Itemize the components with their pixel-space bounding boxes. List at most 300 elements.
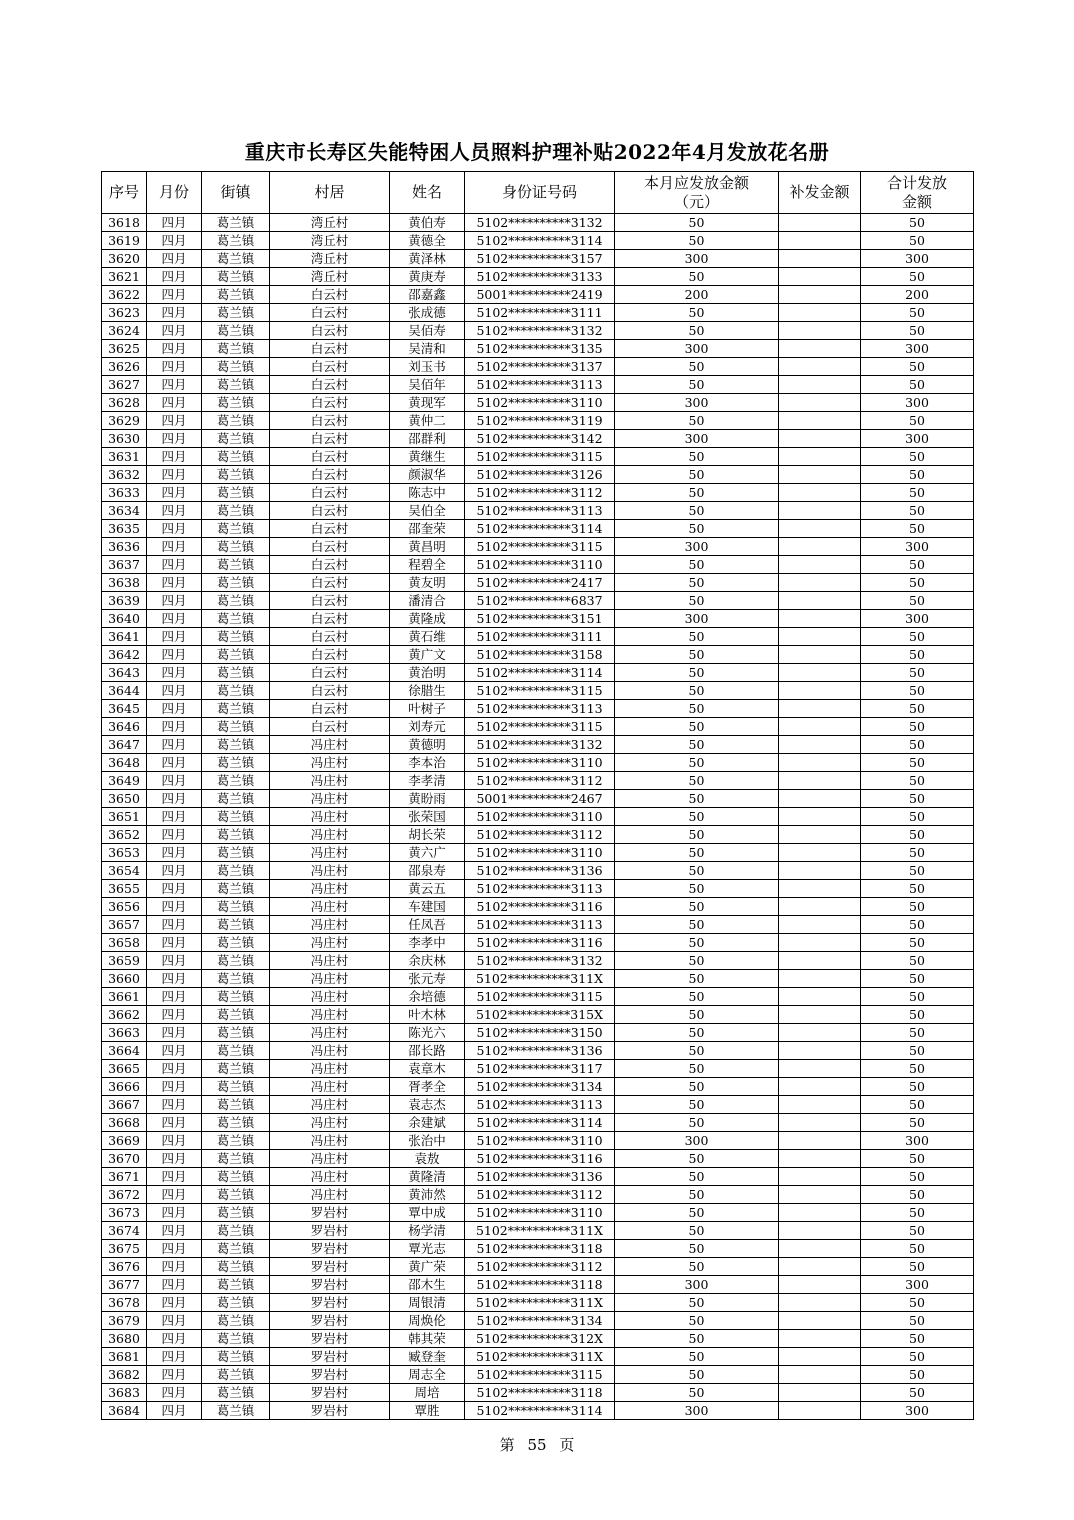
cell-id-number: 5102**********3114 (465, 664, 615, 682)
cell-total-amount: 50 (861, 880, 974, 898)
cell-monthly-amount: 50 (615, 1096, 779, 1114)
cell-id-number: 5102**********3110 (465, 844, 615, 862)
table-row (102, 1294, 974, 1312)
cell-total-amount: 50 (861, 466, 974, 484)
cell-serial: 3680 (102, 1330, 147, 1348)
cell-monthly-amount: 50 (615, 304, 779, 322)
cell-serial: 3636 (102, 538, 147, 556)
cell-total-amount: 50 (861, 376, 974, 394)
cell-month: 四月 (147, 574, 202, 592)
page-footer (0, 1434, 1074, 1455)
cell-monthly-amount: 50 (615, 358, 779, 376)
cell-serial: 3619 (102, 232, 147, 250)
cell-month: 四月 (147, 934, 202, 952)
cell-town: 葛兰镇 (202, 682, 270, 700)
cell-name: 余培德 (390, 988, 465, 1006)
cell-total-amount: 50 (861, 646, 974, 664)
cell-supplement-amount (779, 844, 861, 862)
cell-name: 张元寿 (390, 970, 465, 988)
cell-month: 四月 (147, 592, 202, 610)
cell-town: 葛兰镇 (202, 340, 270, 358)
cell-id-number: 5102**********3110 (465, 754, 615, 772)
cell-id-number: 5102**********3112 (465, 1258, 615, 1276)
cell-total-amount: 50 (861, 1042, 974, 1060)
cell-supplement-amount (779, 646, 861, 664)
cell-town: 葛兰镇 (202, 1276, 270, 1294)
cell-id-number: 5102**********3110 (465, 808, 615, 826)
cell-town: 葛兰镇 (202, 1186, 270, 1204)
cell-serial: 3673 (102, 1204, 147, 1222)
cell-village: 白云村 (270, 358, 390, 376)
cell-name: 黄广文 (390, 646, 465, 664)
cell-total-amount: 50 (861, 268, 974, 286)
cell-id-number: 5102**********3113 (465, 1096, 615, 1114)
cell-total-amount: 50 (861, 970, 974, 988)
cell-town: 葛兰镇 (202, 826, 270, 844)
cell-id-number: 5102**********3135 (465, 340, 615, 358)
cell-serial: 3661 (102, 988, 147, 1006)
cell-supplement-amount (779, 268, 861, 286)
cell-serial: 3650 (102, 790, 147, 808)
table-row (102, 376, 974, 394)
cell-id-number: 5102**********3113 (465, 502, 615, 520)
table-row (102, 682, 974, 700)
cell-total-amount: 50 (861, 1114, 974, 1132)
cell-name: 吴佰年 (390, 376, 465, 394)
cell-month: 四月 (147, 232, 202, 250)
table-row (102, 574, 974, 592)
cell-month: 四月 (147, 1240, 202, 1258)
cell-monthly-amount: 50 (615, 448, 779, 466)
cell-village: 冯庄村 (270, 898, 390, 916)
cell-name: 胥孝全 (390, 1078, 465, 1096)
cell-town: 葛兰镇 (202, 808, 270, 826)
cell-village: 白云村 (270, 340, 390, 358)
cell-village: 罗岩村 (270, 1330, 390, 1348)
table-row (102, 646, 974, 664)
cell-town: 葛兰镇 (202, 538, 270, 556)
cell-total-amount: 50 (861, 358, 974, 376)
cell-town: 葛兰镇 (202, 988, 270, 1006)
table-row (102, 448, 974, 466)
cell-village: 罗岩村 (270, 1384, 390, 1402)
cell-id-number: 5102**********3158 (465, 646, 615, 664)
table-row (102, 250, 974, 268)
cell-monthly-amount: 50 (615, 952, 779, 970)
table-row (102, 1240, 974, 1258)
table-row (102, 394, 974, 412)
cell-supplement-amount (779, 952, 861, 970)
cell-name: 黄仲二 (390, 412, 465, 430)
cell-serial: 3618 (102, 214, 147, 232)
cell-village: 白云村 (270, 574, 390, 592)
cell-serial: 3633 (102, 484, 147, 502)
cell-id-number: 5102**********3136 (465, 1042, 615, 1060)
cell-monthly-amount: 50 (615, 1006, 779, 1024)
cell-serial: 3655 (102, 880, 147, 898)
table-row (102, 1042, 974, 1060)
cell-town: 葛兰镇 (202, 1384, 270, 1402)
cell-serial: 3637 (102, 556, 147, 574)
cell-serial: 3625 (102, 340, 147, 358)
table-row (102, 1276, 974, 1294)
cell-village: 湾丘村 (270, 214, 390, 232)
cell-supplement-amount (779, 466, 861, 484)
cell-supplement-amount (779, 538, 861, 556)
cell-month: 四月 (147, 1042, 202, 1060)
cell-total-amount: 300 (861, 394, 974, 412)
cell-total-amount: 50 (861, 574, 974, 592)
table-row (102, 1078, 974, 1096)
cell-total-amount: 300 (861, 1132, 974, 1150)
cell-id-number: 5102**********3113 (465, 376, 615, 394)
cell-town: 葛兰镇 (202, 448, 270, 466)
cell-monthly-amount: 50 (615, 1024, 779, 1042)
cell-serial: 3670 (102, 1150, 147, 1168)
cell-id-number: 5102**********2417 (465, 574, 615, 592)
cell-name: 黄庚寿 (390, 268, 465, 286)
cell-village: 白云村 (270, 412, 390, 430)
cell-village: 罗岩村 (270, 1312, 390, 1330)
cell-supplement-amount (779, 1132, 861, 1150)
cell-id-number: 5102**********3110 (465, 556, 615, 574)
cell-village: 冯庄村 (270, 1060, 390, 1078)
table-row (102, 970, 974, 988)
cell-name: 车建国 (390, 898, 465, 916)
cell-total-amount: 300 (861, 1402, 974, 1420)
cell-name: 周焕伦 (390, 1312, 465, 1330)
cell-id-number: 5102**********3110 (465, 1132, 615, 1150)
cell-village: 冯庄村 (270, 988, 390, 1006)
cell-month: 四月 (147, 250, 202, 268)
cell-name: 李本治 (390, 754, 465, 772)
cell-monthly-amount: 50 (615, 844, 779, 862)
cell-serial: 3627 (102, 376, 147, 394)
cell-total-amount: 50 (861, 1006, 974, 1024)
cell-total-amount: 50 (861, 1168, 974, 1186)
cell-town: 葛兰镇 (202, 880, 270, 898)
cell-monthly-amount: 50 (615, 1150, 779, 1168)
cell-total-amount: 50 (861, 1204, 974, 1222)
cell-month: 四月 (147, 1204, 202, 1222)
cell-id-number: 5102**********3114 (465, 520, 615, 538)
cell-monthly-amount: 300 (615, 250, 779, 268)
cell-total-amount: 50 (861, 484, 974, 502)
cell-serial: 3635 (102, 520, 147, 538)
cell-supplement-amount (779, 1060, 861, 1078)
cell-monthly-amount: 50 (615, 556, 779, 574)
table-row (102, 1258, 974, 1276)
cell-name: 袁章木 (390, 1060, 465, 1078)
cell-month: 四月 (147, 214, 202, 232)
table-row (102, 898, 974, 916)
table-row (102, 484, 974, 502)
cell-town: 葛兰镇 (202, 1060, 270, 1078)
cell-supplement-amount (779, 340, 861, 358)
table-row (102, 1168, 974, 1186)
cell-monthly-amount: 300 (615, 1402, 779, 1420)
cell-id-number: 5102**********312X (465, 1330, 615, 1348)
cell-village: 罗岩村 (270, 1258, 390, 1276)
cell-village: 白云村 (270, 682, 390, 700)
cell-serial: 3663 (102, 1024, 147, 1042)
cell-id-number: 5102**********3113 (465, 880, 615, 898)
cell-town: 葛兰镇 (202, 1258, 270, 1276)
cell-town: 葛兰镇 (202, 1348, 270, 1366)
cell-supplement-amount (779, 790, 861, 808)
cell-supplement-amount (779, 1366, 861, 1384)
cell-town: 葛兰镇 (202, 502, 270, 520)
cell-month: 四月 (147, 1402, 202, 1420)
cell-monthly-amount: 50 (615, 1114, 779, 1132)
cell-total-amount: 50 (861, 304, 974, 322)
cell-name: 刘玉书 (390, 358, 465, 376)
table-row (102, 1330, 974, 1348)
cell-serial: 3658 (102, 934, 147, 952)
cell-monthly-amount: 300 (615, 394, 779, 412)
cell-id-number: 5102**********3119 (465, 412, 615, 430)
cell-supplement-amount (779, 1312, 861, 1330)
cell-serial: 3641 (102, 628, 147, 646)
cell-village: 罗岩村 (270, 1204, 390, 1222)
table-row (102, 1024, 974, 1042)
table-row (102, 1312, 974, 1330)
cell-supplement-amount (779, 736, 861, 754)
table-row (102, 340, 974, 358)
cell-monthly-amount: 50 (615, 646, 779, 664)
cell-month: 四月 (147, 358, 202, 376)
cell-town: 葛兰镇 (202, 1132, 270, 1150)
cell-month: 四月 (147, 628, 202, 646)
cell-village: 白云村 (270, 502, 390, 520)
header-serial: 序号 (102, 172, 147, 214)
cell-id-number: 5102**********3117 (465, 1060, 615, 1078)
table-row (102, 502, 974, 520)
cell-monthly-amount: 50 (615, 466, 779, 484)
cell-supplement-amount (779, 628, 861, 646)
cell-supplement-amount (779, 520, 861, 538)
cell-monthly-amount: 50 (615, 1330, 779, 1348)
cell-village: 冯庄村 (270, 772, 390, 790)
cell-name: 邵泉寿 (390, 862, 465, 880)
cell-serial: 3667 (102, 1096, 147, 1114)
cell-town: 葛兰镇 (202, 232, 270, 250)
cell-serial: 3638 (102, 574, 147, 592)
table-row (102, 790, 974, 808)
table-row (102, 844, 974, 862)
cell-village: 冯庄村 (270, 1096, 390, 1114)
cell-name: 覃胜 (390, 1402, 465, 1420)
cell-monthly-amount: 50 (615, 376, 779, 394)
cell-month: 四月 (147, 1006, 202, 1024)
cell-total-amount: 300 (861, 340, 974, 358)
cell-id-number: 5102**********3132 (465, 736, 615, 754)
cell-monthly-amount: 50 (615, 898, 779, 916)
cell-name: 邵木生 (390, 1276, 465, 1294)
cell-village: 冯庄村 (270, 880, 390, 898)
cell-serial: 3640 (102, 610, 147, 628)
table-row (102, 1186, 974, 1204)
roster-table (101, 171, 974, 1420)
cell-month: 四月 (147, 844, 202, 862)
table-row (102, 988, 974, 1006)
cell-village: 罗岩村 (270, 1222, 390, 1240)
cell-town: 葛兰镇 (202, 736, 270, 754)
cell-month: 四月 (147, 718, 202, 736)
cell-month: 四月 (147, 1078, 202, 1096)
cell-id-number: 5102**********3111 (465, 304, 615, 322)
cell-month: 四月 (147, 952, 202, 970)
cell-village: 白云村 (270, 700, 390, 718)
cell-month: 四月 (147, 1168, 202, 1186)
table-row (102, 1096, 974, 1114)
cell-id-number: 5102**********3115 (465, 682, 615, 700)
cell-serial: 3649 (102, 772, 147, 790)
cell-name: 黄隆成 (390, 610, 465, 628)
cell-total-amount: 50 (861, 322, 974, 340)
cell-town: 葛兰镇 (202, 610, 270, 628)
cell-town: 葛兰镇 (202, 286, 270, 304)
cell-id-number: 5102**********3114 (465, 1402, 615, 1420)
cell-total-amount: 50 (861, 1078, 974, 1096)
cell-month: 四月 (147, 268, 202, 286)
cell-month: 四月 (147, 1186, 202, 1204)
table-row (102, 538, 974, 556)
cell-town: 葛兰镇 (202, 1150, 270, 1168)
cell-month: 四月 (147, 538, 202, 556)
cell-monthly-amount: 50 (615, 214, 779, 232)
cell-monthly-amount: 50 (615, 574, 779, 592)
cell-total-amount: 50 (861, 790, 974, 808)
cell-monthly-amount: 50 (615, 1186, 779, 1204)
cell-supplement-amount (779, 376, 861, 394)
cell-supplement-amount (779, 502, 861, 520)
cell-name: 覃中成 (390, 1204, 465, 1222)
cell-name: 黄治明 (390, 664, 465, 682)
cell-village: 白云村 (270, 448, 390, 466)
cell-id-number: 5102**********3116 (465, 934, 615, 952)
cell-supplement-amount (779, 1078, 861, 1096)
cell-monthly-amount: 50 (615, 1042, 779, 1060)
cell-monthly-amount: 50 (615, 1258, 779, 1276)
cell-name: 邵嘉鑫 (390, 286, 465, 304)
cell-monthly-amount: 50 (615, 664, 779, 682)
cell-name: 余庆林 (390, 952, 465, 970)
table-row (102, 466, 974, 484)
cell-monthly-amount: 300 (615, 340, 779, 358)
cell-monthly-amount: 50 (615, 412, 779, 430)
cell-monthly-amount: 50 (615, 808, 779, 826)
cell-town: 葛兰镇 (202, 664, 270, 682)
cell-total-amount: 50 (861, 952, 974, 970)
table-row (102, 1366, 974, 1384)
cell-month: 四月 (147, 556, 202, 574)
cell-total-amount: 50 (861, 1186, 974, 1204)
cell-serial: 3647 (102, 736, 147, 754)
cell-supplement-amount (779, 826, 861, 844)
cell-total-amount: 50 (861, 934, 974, 952)
cell-serial: 3672 (102, 1186, 147, 1204)
cell-village: 冯庄村 (270, 1024, 390, 1042)
cell-name: 吴伯全 (390, 502, 465, 520)
cell-name: 覃光志 (390, 1240, 465, 1258)
cell-total-amount: 50 (861, 502, 974, 520)
table-row (102, 1348, 974, 1366)
cell-town: 葛兰镇 (202, 628, 270, 646)
cell-name: 袁志杰 (390, 1096, 465, 1114)
cell-name: 袁敖 (390, 1150, 465, 1168)
header-town: 街镇 (202, 172, 270, 214)
header-id-number: 身份证号码 (465, 172, 615, 214)
cell-id-number: 5102**********3110 (465, 1204, 615, 1222)
cell-supplement-amount (779, 1006, 861, 1024)
table-row (102, 1150, 974, 1168)
cell-supplement-amount (779, 1330, 861, 1348)
cell-village: 白云村 (270, 664, 390, 682)
cell-name: 徐腊生 (390, 682, 465, 700)
table-row (102, 700, 974, 718)
cell-total-amount: 50 (861, 772, 974, 790)
cell-name: 黄广荣 (390, 1258, 465, 1276)
cell-total-amount: 50 (861, 916, 974, 934)
cell-serial: 3646 (102, 718, 147, 736)
cell-id-number: 5102**********3115 (465, 988, 615, 1006)
cell-id-number: 5102**********3115 (465, 538, 615, 556)
cell-month: 四月 (147, 862, 202, 880)
cell-total-amount: 200 (861, 286, 974, 304)
cell-name: 黄德明 (390, 736, 465, 754)
cell-id-number: 5102**********3115 (465, 1366, 615, 1384)
cell-town: 葛兰镇 (202, 466, 270, 484)
cell-total-amount: 50 (861, 592, 974, 610)
table-row (102, 1114, 974, 1132)
cell-village: 罗岩村 (270, 1240, 390, 1258)
cell-total-amount: 300 (861, 250, 974, 268)
cell-serial: 3652 (102, 826, 147, 844)
cell-serial: 3683 (102, 1384, 147, 1402)
cell-id-number: 5102**********3132 (465, 214, 615, 232)
cell-name: 黄友明 (390, 574, 465, 592)
table-row (102, 592, 974, 610)
cell-town: 葛兰镇 (202, 1222, 270, 1240)
cell-id-number: 5102**********3137 (465, 358, 615, 376)
cell-id-number: 5102**********3118 (465, 1276, 615, 1294)
cell-id-number: 5102**********6837 (465, 592, 615, 610)
cell-village: 罗岩村 (270, 1366, 390, 1384)
cell-id-number: 5102**********3114 (465, 1114, 615, 1132)
cell-serial: 3668 (102, 1114, 147, 1132)
cell-monthly-amount: 50 (615, 1312, 779, 1330)
table-row (102, 232, 974, 250)
cell-village: 冯庄村 (270, 916, 390, 934)
cell-town: 葛兰镇 (202, 952, 270, 970)
cell-serial: 3645 (102, 700, 147, 718)
cell-village: 湾丘村 (270, 232, 390, 250)
table-row (102, 1132, 974, 1150)
cell-supplement-amount (779, 988, 861, 1006)
cell-id-number: 5102**********3132 (465, 322, 615, 340)
cell-monthly-amount: 300 (615, 1276, 779, 1294)
cell-village: 冯庄村 (270, 1006, 390, 1024)
cell-monthly-amount: 50 (615, 736, 779, 754)
cell-monthly-amount: 50 (615, 682, 779, 700)
cell-town: 葛兰镇 (202, 1240, 270, 1258)
cell-month: 四月 (147, 1348, 202, 1366)
table-row (102, 358, 974, 376)
cell-month: 四月 (147, 484, 202, 502)
footer-page-number: 55 (527, 1436, 547, 1454)
cell-serial: 3656 (102, 898, 147, 916)
